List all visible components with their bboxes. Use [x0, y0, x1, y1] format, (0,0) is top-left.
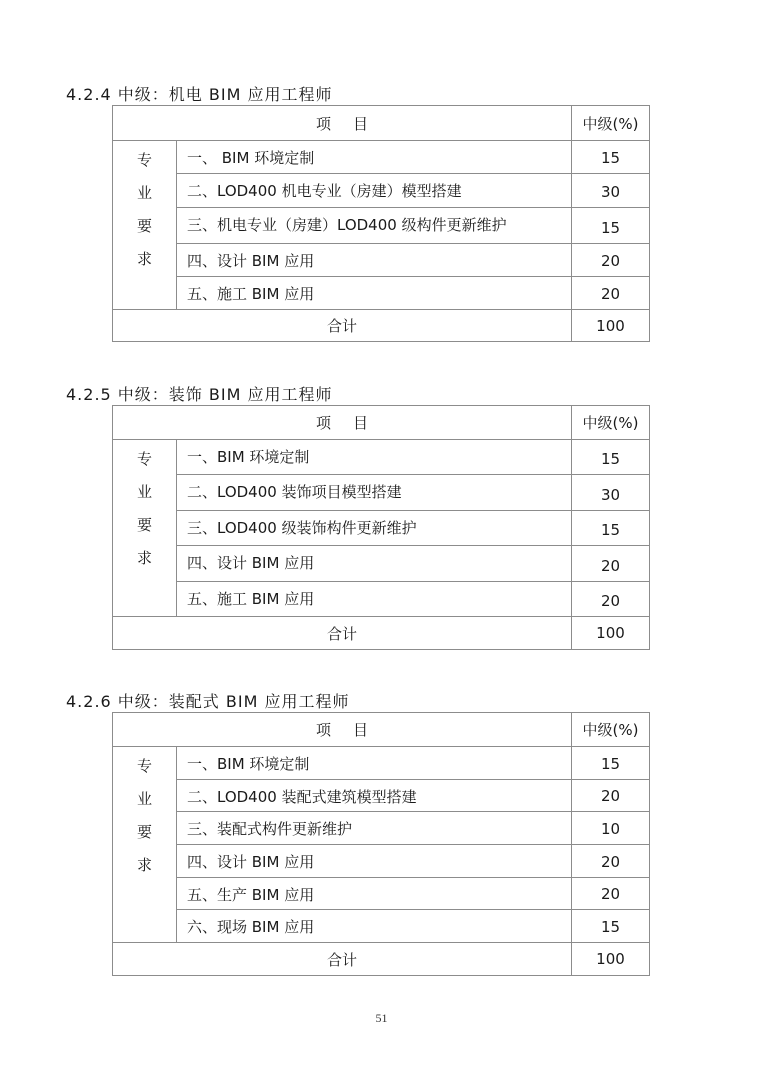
- row-value: 15: [572, 511, 650, 546]
- total-label: 合计: [113, 617, 572, 650]
- total-value: 100: [572, 617, 650, 650]
- table-row: [113, 582, 650, 617]
- table-row: [113, 910, 650, 943]
- row-value: 10: [572, 812, 650, 845]
- row-value: 30: [572, 174, 650, 208]
- row-item: 四、设计 BIM 应用: [177, 546, 572, 582]
- header-pct: 中级(%): [572, 106, 650, 141]
- header-item: 项目: [113, 106, 572, 141]
- score-table-4-2-4: [112, 105, 650, 342]
- row-item: 二、LOD400 装配式建筑模型搭建: [177, 780, 572, 812]
- row-value: 20: [572, 878, 650, 910]
- table-row: [113, 878, 650, 910]
- row-item: 五、施工 BIM 应用: [177, 582, 572, 617]
- row-value: 15: [572, 141, 650, 174]
- category-cell: 专 业 要 求: [113, 747, 177, 943]
- total-row: [113, 943, 650, 976]
- row-item: 一、 BIM 环境定制: [177, 141, 572, 174]
- row-value: 20: [572, 780, 650, 812]
- row-item: 三、LOD400 级装饰构件更新维护: [177, 511, 572, 546]
- table-row: [113, 244, 650, 277]
- row-item: 四、设计 BIM 应用: [177, 244, 572, 277]
- total-value: 100: [572, 310, 650, 342]
- total-label: 合计: [113, 943, 572, 976]
- row-item: 三、装配式构件更新维护: [177, 812, 572, 845]
- row-value: 20: [572, 845, 650, 878]
- total-row: [113, 310, 650, 342]
- row-item: 五、生产 BIM 应用: [177, 878, 572, 910]
- table-header-row: [113, 406, 650, 440]
- row-item: 三、机电专业（房建）LOD400 级构件更新维护: [177, 208, 572, 244]
- section-title-4-2-6: 4.2.6 中级：装配式 BIM 应用工程师: [66, 692, 350, 711]
- row-item: 二、LOD400 装饰项目模型搭建: [177, 475, 572, 511]
- row-value: 20: [572, 244, 650, 277]
- row-item: 四、设计 BIM 应用: [177, 845, 572, 878]
- row-item: 六、现场 BIM 应用: [177, 910, 572, 943]
- category-cell: 专 业 要 求: [113, 141, 177, 310]
- table-header-row: [113, 106, 650, 141]
- total-label: 合计: [113, 310, 572, 342]
- row-value: 15: [572, 747, 650, 780]
- total-value: 100: [572, 943, 650, 976]
- table-row: [113, 174, 650, 208]
- table-row: [113, 747, 650, 780]
- score-table-4-2-6: [112, 712, 650, 976]
- table-row: [113, 546, 650, 582]
- table-header-row: [113, 713, 650, 747]
- row-value: 20: [572, 582, 650, 617]
- row-item: 一、BIM 环境定制: [177, 440, 572, 475]
- table-row: [113, 141, 650, 174]
- page-number: 51: [375, 1011, 388, 1025]
- row-value: 30: [572, 475, 650, 511]
- row-item: 二、LOD400 机电专业（房建）模型搭建: [177, 174, 572, 208]
- section-title-4-2-5: 4.2.5 中级：装饰 BIM 应用工程师: [66, 385, 333, 404]
- table-row: [113, 812, 650, 845]
- table-row: [113, 511, 650, 546]
- row-item: 五、施工 BIM 应用: [177, 277, 572, 310]
- row-value: 20: [572, 277, 650, 310]
- header-pct: 中级(%): [572, 406, 650, 440]
- row-value: 15: [572, 440, 650, 475]
- total-row: [113, 617, 650, 650]
- category-cell: 专 业 要 求: [113, 440, 177, 617]
- row-value: 20: [572, 546, 650, 582]
- table-row: [113, 440, 650, 475]
- table-row: [113, 780, 650, 812]
- row-value: 15: [572, 910, 650, 943]
- table-row: [113, 475, 650, 511]
- row-value: 15: [572, 208, 650, 244]
- score-table-4-2-5: [112, 405, 650, 650]
- table-row: [113, 277, 650, 310]
- table-row: [113, 845, 650, 878]
- header-item: 项目: [113, 406, 572, 440]
- table-row: [113, 208, 650, 244]
- section-title-4-2-4: 4.2.4 中级：机电 BIM 应用工程师: [66, 85, 333, 104]
- header-item: 项目: [113, 713, 572, 747]
- row-item: 一、BIM 环境定制: [177, 747, 572, 780]
- header-pct: 中级(%): [572, 713, 650, 747]
